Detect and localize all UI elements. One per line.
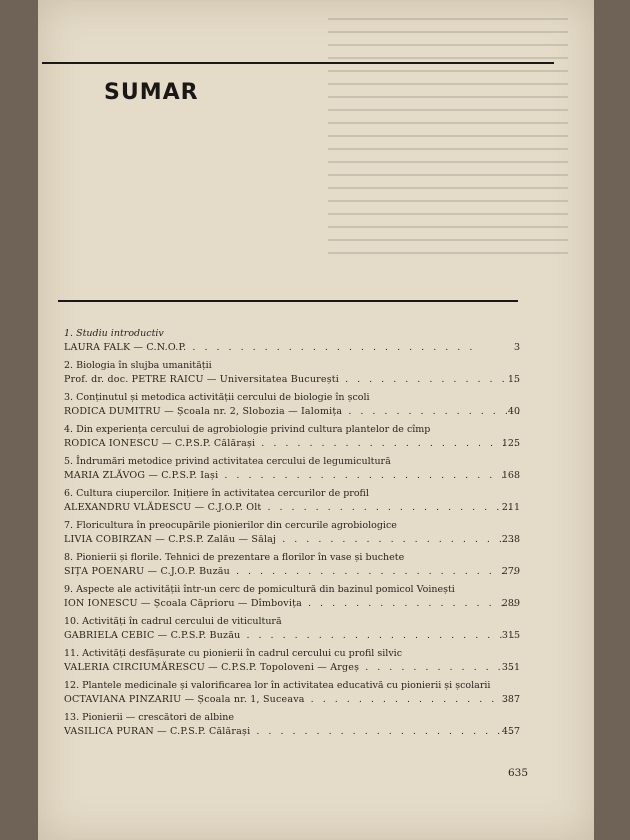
entry-title: Din experiența cercului de agrobiologie privind cultura plantelor de cîmp	[76, 424, 431, 435]
toc-entry	[64, 487, 520, 514]
toc-entry	[64, 455, 520, 482]
entry-number: 10.	[64, 616, 80, 627]
entry-author: OCTAVIANA PINZARIU — Școala nr. 1, Suceava . . .	[64, 693, 520, 707]
show-through-text	[328, 18, 568, 265]
table-of-contents	[64, 327, 520, 743]
toc-entry	[64, 519, 520, 546]
entry-page: 315	[501, 629, 520, 641]
entry-page: 125	[501, 437, 520, 449]
toc-entry	[64, 615, 520, 642]
entry-page: 15	[507, 373, 520, 385]
entry-number: 5.	[64, 456, 74, 467]
page-title: SUMAR	[104, 80, 199, 105]
entry-author: VALERIA CIRCIUMĂRESCU — C.P.S.P. Topoloveni — Argeș . . .	[64, 661, 520, 675]
entry-page: 457	[501, 725, 520, 737]
entry-title: Activități desfășurate cu pionierii în cadrul cercului cu profil silvic	[82, 648, 403, 659]
book-page	[38, 0, 594, 840]
top-rule	[42, 62, 554, 64]
entry-page: 211	[501, 501, 520, 513]
entry-number: 9.	[64, 584, 74, 595]
toc-entry	[64, 359, 520, 386]
entry-number: 7.	[64, 520, 74, 531]
entry-title: Biologia în slujba umanității	[76, 360, 212, 371]
toc-entry	[64, 583, 520, 610]
entry-title: Conținutul și metodica activității cercului de biologie în școli	[76, 392, 370, 403]
entry-author: ION IONESCU — Școala Căprioru — Dîmbovița . . .	[64, 597, 520, 611]
entry-title: Îndrumări metodice privind activitatea cercului de legumicultură	[76, 456, 391, 467]
toc-entry	[64, 711, 520, 738]
entry-number: 6.	[64, 488, 74, 499]
entry-page: 40	[507, 405, 520, 417]
entry-author: SIȚA POENARU — C.J.O.P. Buzău . . .	[64, 565, 520, 579]
entry-author: MARIA ZLĂVOG — C.P.S.P. Iași . . .	[64, 469, 520, 483]
toc-entry	[64, 551, 520, 578]
toc-entry	[64, 391, 520, 418]
entry-page: 289	[501, 597, 520, 609]
entry-title: Plantele medicinale și valorificarea lor în activitatea educativă cu pionierii și școlarii	[82, 680, 491, 691]
entry-number: 8.	[64, 552, 74, 563]
entry-author: RODICA IONESCU — C.P.S.P. Călărași . . .	[64, 437, 520, 451]
entry-title: Studiu introductiv	[76, 328, 164, 339]
entry-author: LAURA FALK — C.N.O.P. . . .	[64, 341, 520, 355]
entry-number: 12.	[64, 680, 80, 691]
entry-author: VASILICA PURAN — C.P.S.P. Călărași . . .	[64, 725, 520, 739]
entry-page: 351	[501, 661, 520, 673]
entry-number: 1.	[64, 328, 74, 339]
entry-page: 3	[513, 341, 520, 353]
entry-author: ALEXANDRU VLĂDESCU — C.J.O.P. Olt . . .	[64, 501, 520, 515]
entry-author: GABRIELA CEBIC — C.P.S.P. Buzău . . .	[64, 629, 520, 643]
entry-title: Activități în cadrul cercului de viticultură	[82, 616, 282, 627]
toc-entry	[64, 423, 520, 450]
toc-entry	[64, 647, 520, 674]
entry-author: LIVIA COBIRZAN — C.P.S.P. Zalău — Sălaj . . .	[64, 533, 520, 547]
entry-number: 4.	[64, 424, 74, 435]
entry-author: RODICA DUMITRU — Școala nr. 2, Slobozia — Ialomița . . .	[64, 405, 520, 419]
entry-title: Pionierii — crescători de albine	[82, 712, 234, 723]
section-rule	[58, 300, 518, 302]
entry-page: 168	[501, 469, 520, 481]
page-number: 635	[508, 767, 529, 779]
entry-title: Floricultura în preocupările pionierilor din cercurile agrobiologice	[76, 520, 397, 531]
toc-entry	[64, 327, 520, 354]
entry-author: Prof. dr. doc. PETRE RAICU — Universitatea București . . .	[64, 373, 520, 387]
entry-page: 279	[501, 565, 520, 577]
entry-title: Pionierii și florile. Tehnici de prezentare a florilor în vase și buchete	[76, 552, 405, 563]
toc-entry	[64, 679, 520, 706]
entry-number: 3.	[64, 392, 74, 403]
entry-title: Aspecte ale activității într-un cerc de pomicultură din bazinul pomicol Voinești	[76, 584, 455, 595]
entry-page: 387	[501, 693, 520, 705]
entry-number: 11.	[64, 648, 80, 659]
entry-page: 238	[501, 533, 520, 545]
entry-title: Cultura ciupercilor. Inițiere în activitatea cercurilor de profil	[76, 488, 369, 499]
entry-number: 2.	[64, 360, 74, 371]
entry-number: 13.	[64, 712, 80, 723]
